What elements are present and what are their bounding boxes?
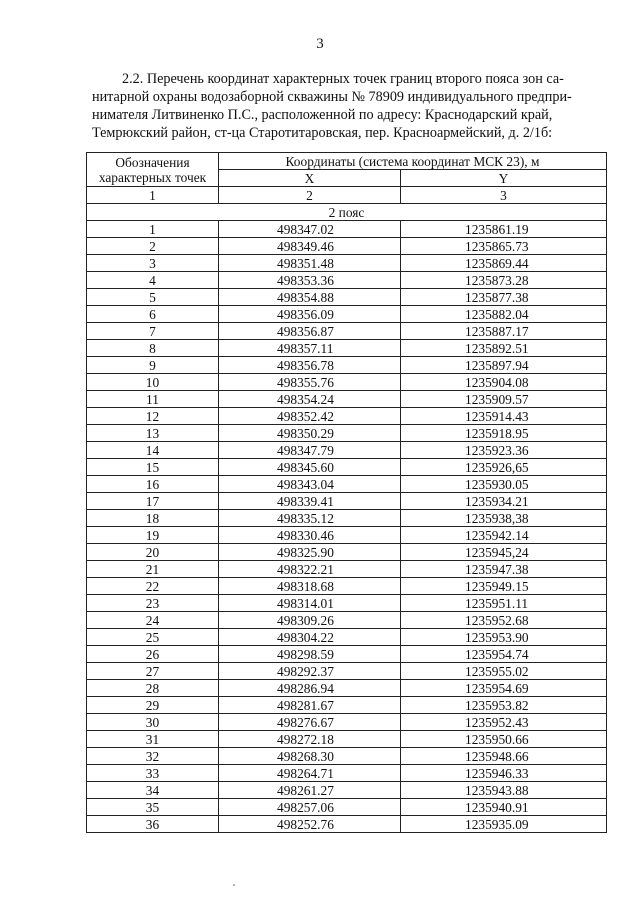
table-row bbox=[87, 510, 607, 527]
table-row bbox=[87, 323, 607, 340]
table-row bbox=[87, 340, 607, 357]
table-row bbox=[87, 561, 607, 578]
y-coordinate: 1235954.69 bbox=[401, 680, 607, 697]
column-index-1: 1 bbox=[87, 187, 219, 204]
y-coordinate: 1235952.43 bbox=[401, 714, 607, 731]
point-number: 16 bbox=[87, 476, 219, 493]
point-number: 5 bbox=[87, 289, 219, 306]
point-number: 18 bbox=[87, 510, 219, 527]
y-coordinate: 1235887.17 bbox=[401, 323, 607, 340]
x-coordinate: 498350.29 bbox=[219, 425, 401, 442]
y-coordinate: 1235940.91 bbox=[401, 799, 607, 816]
point-number: 25 bbox=[87, 629, 219, 646]
table-row bbox=[87, 646, 607, 663]
point-number: 29 bbox=[87, 697, 219, 714]
y-coordinate: 1235946.33 bbox=[401, 765, 607, 782]
point-number: 6 bbox=[87, 306, 219, 323]
point-number: 35 bbox=[87, 799, 219, 816]
point-number: 3 bbox=[87, 255, 219, 272]
intro-line: нитарной охраны водозаборной скважины № 78909 индивидуального предпри- bbox=[92, 89, 572, 105]
x-coordinate: 498347.79 bbox=[219, 442, 401, 459]
point-number: 21 bbox=[87, 561, 219, 578]
table-row bbox=[87, 816, 607, 833]
x-coordinate: 498347.02 bbox=[219, 221, 401, 238]
y-coordinate: 1235935.09 bbox=[401, 816, 607, 833]
point-number: 10 bbox=[87, 374, 219, 391]
point-number: 8 bbox=[87, 340, 219, 357]
y-coordinate: 1235865.73 bbox=[401, 238, 607, 255]
point-number: 11 bbox=[87, 391, 219, 408]
coordinates-table bbox=[86, 152, 607, 833]
table-row bbox=[87, 425, 607, 442]
table-row bbox=[87, 663, 607, 680]
table-row bbox=[87, 782, 607, 799]
point-number: 36 bbox=[87, 816, 219, 833]
x-coordinate: 498281.67 bbox=[219, 697, 401, 714]
x-coordinate: 498261.27 bbox=[219, 782, 401, 799]
section-title: 2 пояс bbox=[87, 204, 607, 221]
point-number: 4 bbox=[87, 272, 219, 289]
point-number: 22 bbox=[87, 578, 219, 595]
table-row bbox=[87, 374, 607, 391]
x-coordinate: 498276.67 bbox=[219, 714, 401, 731]
x-coordinate: 498349.46 bbox=[219, 238, 401, 255]
point-number: 31 bbox=[87, 731, 219, 748]
intro-paragraph bbox=[92, 70, 602, 142]
point-number: 33 bbox=[87, 765, 219, 782]
intro-line: нимателя Литвиненко П.С., расположенной по адресу: Краснодарский край, bbox=[92, 107, 553, 123]
y-coordinate: 1235951.11 bbox=[401, 595, 607, 612]
table-row bbox=[87, 255, 607, 272]
y-coordinate: 1235955.02 bbox=[401, 663, 607, 680]
point-number: 32 bbox=[87, 748, 219, 765]
x-coordinate: 498352.42 bbox=[219, 408, 401, 425]
y-coordinate: 1235953.82 bbox=[401, 697, 607, 714]
x-coordinate: 498304.22 bbox=[219, 629, 401, 646]
y-coordinate: 1235926,65 bbox=[401, 459, 607, 476]
point-number: 28 bbox=[87, 680, 219, 697]
x-coordinate: 498268.30 bbox=[219, 748, 401, 765]
column-index-2: 2 bbox=[219, 187, 401, 204]
x-coordinate: 498356.09 bbox=[219, 306, 401, 323]
table-row bbox=[87, 714, 607, 731]
table-row bbox=[87, 680, 607, 697]
x-coordinate: 498354.24 bbox=[219, 391, 401, 408]
x-coordinate: 498343.04 bbox=[219, 476, 401, 493]
y-coordinate: 1235892.51 bbox=[401, 340, 607, 357]
y-coordinate: 1235952.68 bbox=[401, 612, 607, 629]
y-coordinate: 1235945,24 bbox=[401, 544, 607, 561]
x-coordinate: 498355.76 bbox=[219, 374, 401, 391]
table-row bbox=[87, 459, 607, 476]
y-coordinate: 1235909.57 bbox=[401, 391, 607, 408]
x-coordinate: 498318.68 bbox=[219, 578, 401, 595]
x-coordinate: 498335.12 bbox=[219, 510, 401, 527]
point-number: 26 bbox=[87, 646, 219, 663]
x-coordinate: 498314.01 bbox=[219, 595, 401, 612]
table-row bbox=[87, 306, 607, 323]
table-row bbox=[87, 272, 607, 289]
point-number: 30 bbox=[87, 714, 219, 731]
table-row bbox=[87, 527, 607, 544]
table-row bbox=[87, 476, 607, 493]
x-coordinate: 498286.94 bbox=[219, 680, 401, 697]
point-number: 34 bbox=[87, 782, 219, 799]
point-number: 2 bbox=[87, 238, 219, 255]
x-coordinate: 498345.60 bbox=[219, 459, 401, 476]
intro-line: Темрюкский район, ст-ца Старотитаровская, пер. Красноармейский, д. 2/1б: bbox=[92, 125, 553, 141]
x-coordinate: 498351.48 bbox=[219, 255, 401, 272]
x-coordinate: 498357.11 bbox=[219, 340, 401, 357]
x-coordinate: 498264.71 bbox=[219, 765, 401, 782]
y-coordinate: 1235934.21 bbox=[401, 493, 607, 510]
point-number: 13 bbox=[87, 425, 219, 442]
table-row bbox=[87, 595, 607, 612]
y-coordinate: 1235938,38 bbox=[401, 510, 607, 527]
table-row bbox=[87, 391, 607, 408]
point-number: 20 bbox=[87, 544, 219, 561]
table-row bbox=[87, 612, 607, 629]
y-coordinate: 1235943.88 bbox=[401, 782, 607, 799]
y-coordinate: 1235869.44 bbox=[401, 255, 607, 272]
point-number: 17 bbox=[87, 493, 219, 510]
point-number: 1 bbox=[87, 221, 219, 238]
point-number: 12 bbox=[87, 408, 219, 425]
y-coordinate: 1235882.04 bbox=[401, 306, 607, 323]
y-coordinate: 1235953.90 bbox=[401, 629, 607, 646]
table-row bbox=[87, 357, 607, 374]
header-x: X bbox=[219, 170, 401, 187]
point-number: 15 bbox=[87, 459, 219, 476]
x-coordinate: 498322.21 bbox=[219, 561, 401, 578]
y-coordinate: 1235861.19 bbox=[401, 221, 607, 238]
x-coordinate: 498298.59 bbox=[219, 646, 401, 663]
x-coordinate: 498309.26 bbox=[219, 612, 401, 629]
x-coordinate: 498339.41 bbox=[219, 493, 401, 510]
y-coordinate: 1235950.66 bbox=[401, 731, 607, 748]
y-coordinate: 1235918.95 bbox=[401, 425, 607, 442]
point-number: 9 bbox=[87, 357, 219, 374]
x-coordinate: 498325.90 bbox=[219, 544, 401, 561]
table-row bbox=[87, 578, 607, 595]
y-coordinate: 1235948.66 bbox=[401, 748, 607, 765]
x-coordinate: 498356.87 bbox=[219, 323, 401, 340]
table-row bbox=[87, 799, 607, 816]
table-row bbox=[87, 731, 607, 748]
x-coordinate: 498354.88 bbox=[219, 289, 401, 306]
point-number: 27 bbox=[87, 663, 219, 680]
point-number: 23 bbox=[87, 595, 219, 612]
x-coordinate: 498330.46 bbox=[219, 527, 401, 544]
point-number: 19 bbox=[87, 527, 219, 544]
table-row bbox=[87, 765, 607, 782]
table-row bbox=[87, 221, 607, 238]
table-row bbox=[87, 544, 607, 561]
y-coordinate: 1235923.36 bbox=[401, 442, 607, 459]
point-number: 7 bbox=[87, 323, 219, 340]
table-row bbox=[87, 442, 607, 459]
y-coordinate: 1235942.14 bbox=[401, 527, 607, 544]
x-coordinate: 498272.18 bbox=[219, 731, 401, 748]
table-body bbox=[87, 221, 607, 833]
table-row bbox=[87, 748, 607, 765]
x-coordinate: 498292.37 bbox=[219, 663, 401, 680]
table-row bbox=[87, 493, 607, 510]
table-row bbox=[87, 408, 607, 425]
table-row bbox=[87, 238, 607, 255]
table-row bbox=[87, 629, 607, 646]
point-number: 14 bbox=[87, 442, 219, 459]
y-coordinate: 1235947.38 bbox=[401, 561, 607, 578]
y-coordinate: 1235914.43 bbox=[401, 408, 607, 425]
header-coordinates: Координаты (система координат МСК 23), м bbox=[219, 153, 607, 170]
y-coordinate: 1235897.94 bbox=[401, 357, 607, 374]
y-coordinate: 1235930.05 bbox=[401, 476, 607, 493]
header-point-designation: Обозначения характерных точек bbox=[87, 153, 219, 187]
table-row bbox=[87, 289, 607, 306]
page-number: 3 bbox=[316, 36, 324, 52]
point-number: 24 bbox=[87, 612, 219, 629]
table-row bbox=[87, 697, 607, 714]
y-coordinate: 1235873.28 bbox=[401, 272, 607, 289]
scan-speck bbox=[233, 884, 235, 886]
x-coordinate: 498356.78 bbox=[219, 357, 401, 374]
intro-line: 2.2. Перечень координат характерных точек границ второго пояса зон са- bbox=[122, 71, 564, 87]
header-y: Y bbox=[401, 170, 607, 187]
x-coordinate: 498353.36 bbox=[219, 272, 401, 289]
y-coordinate: 1235949.15 bbox=[401, 578, 607, 595]
y-coordinate: 1235904.08 bbox=[401, 374, 607, 391]
y-coordinate: 1235877.38 bbox=[401, 289, 607, 306]
column-index-3: 3 bbox=[401, 187, 607, 204]
x-coordinate: 498252.76 bbox=[219, 816, 401, 833]
y-coordinate: 1235954.74 bbox=[401, 646, 607, 663]
x-coordinate: 498257.06 bbox=[219, 799, 401, 816]
